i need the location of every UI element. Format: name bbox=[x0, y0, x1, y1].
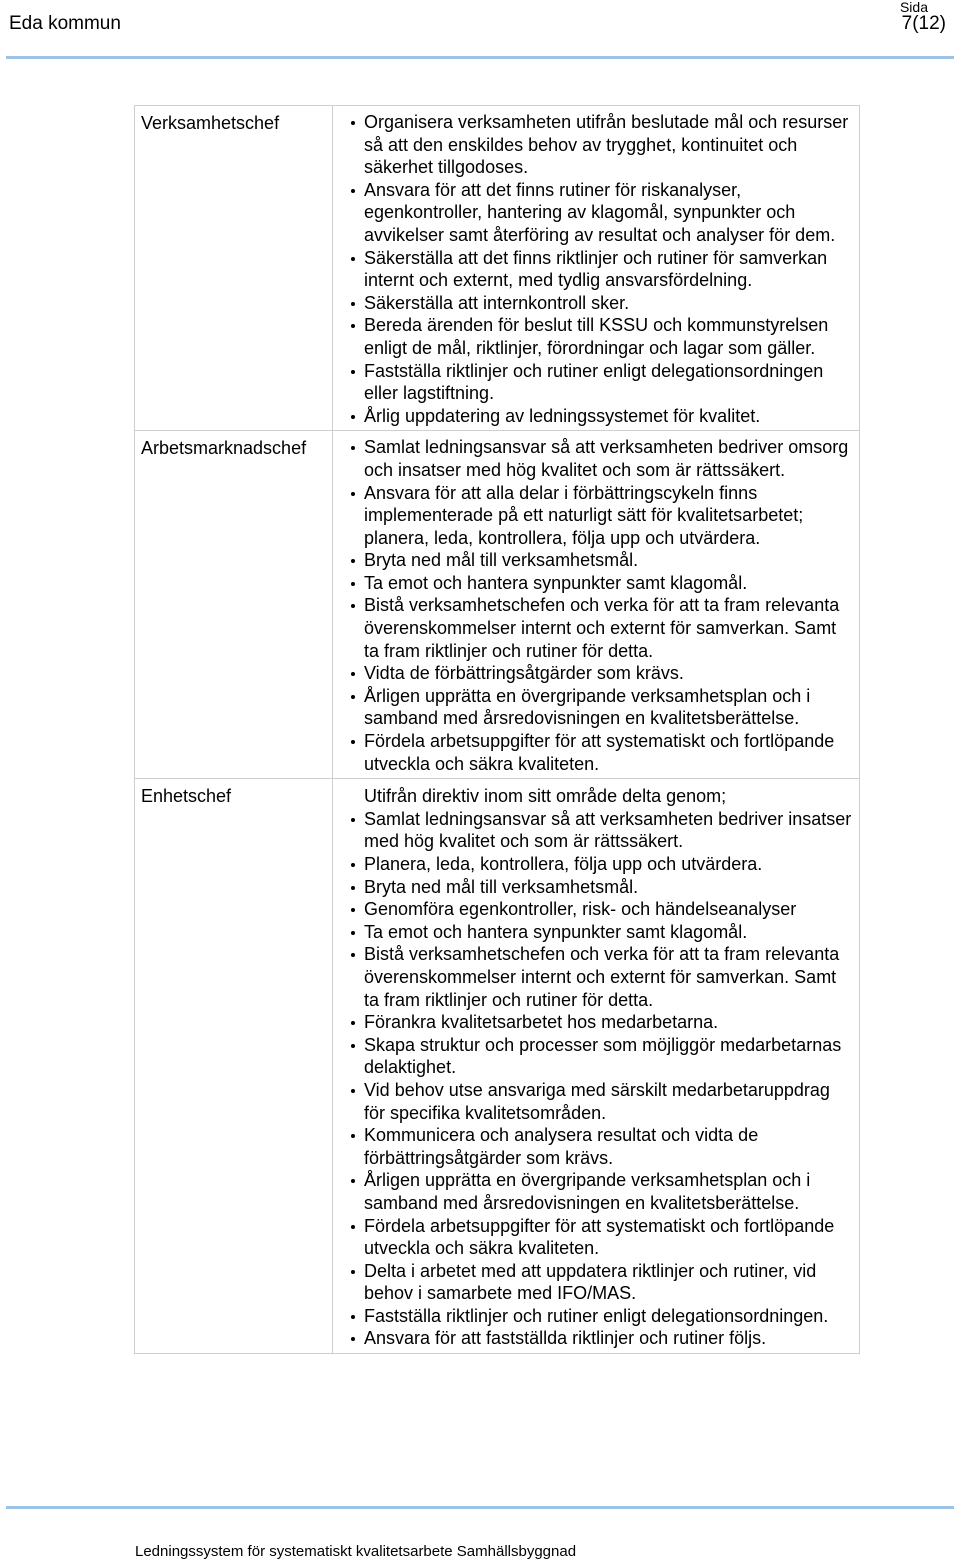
duties-cell bbox=[333, 431, 860, 779]
list-item: Bistå verksamhetschefen och verka för att ta fram relevanta överenskommelser internt och externt för samverkan. Samt ta fram riktlinjer och rutiner för detta. bbox=[333, 943, 859, 1011]
footer-divider bbox=[6, 1506, 954, 1509]
header-divider bbox=[6, 56, 954, 59]
page-label: Sida bbox=[899, 0, 928, 15]
list-item: Säkerställa att det finns riktlinjer och rutiner för samverkan internt och externt, med tydlig ansvarsfördelning. bbox=[333, 247, 859, 292]
page-number: 7(12) bbox=[901, 13, 946, 34]
list-item: Bereda ärenden för beslut till KSSU och kommunstyrelsen enligt de mål, riktlinjer, förordningar och lagar som gäller. bbox=[333, 314, 859, 359]
role-title: Arbetsmarknadschef bbox=[141, 438, 307, 459]
list-item: Vidta de förbättringsåtgärder som krävs. bbox=[333, 662, 859, 685]
table-row bbox=[135, 779, 860, 1354]
list-item: Fastställa riktlinjer och rutiner enligt delegationsordningen eller lagstiftning. bbox=[333, 360, 859, 405]
footer-title: Ledningssystem för systematiskt kvalitetsarbete Samhällsbyggnad bbox=[135, 1543, 577, 1560]
list-item: Samlat ledningsansvar så att verksamheten bedriver omsorg och insatser med hög kvalitet och som är rättssäkert. bbox=[333, 436, 859, 481]
list-item: Kommunicera och analysera resultat och vidta de förbättringsåtgärder som krävs. bbox=[333, 1124, 859, 1169]
list-item: Ta emot och hantera synpunkter samt klagomål. bbox=[333, 572, 859, 595]
role-title: Verksamhetschef bbox=[141, 113, 280, 133]
duties-intro: Utifrån direktiv inom sitt område delta genom; bbox=[364, 786, 727, 807]
list-item: Ansvara för att fastställda riktlinjer och rutiner följs. bbox=[333, 1327, 859, 1350]
responsibility-table bbox=[134, 105, 860, 1354]
list-item: Genomföra egenkontroller, risk- och händelseanalyser bbox=[333, 898, 859, 921]
table-row bbox=[135, 106, 860, 431]
list-item: Fördela arbetsuppgifter för att systematiskt och fortlöpande utveckla och säkra kvaliteten. bbox=[333, 1215, 859, 1260]
duty-list bbox=[333, 808, 859, 1350]
role-title: Enhetschef bbox=[141, 786, 232, 807]
duty-list bbox=[333, 111, 859, 427]
role-cell bbox=[135, 106, 333, 431]
list-item: Ansvara för att det finns rutiner för riskanalyser, egenkontroller, hantering av klagomål, synpunkter och avvikelser samt återföring av resultat och analyser för dem. bbox=[333, 179, 859, 247]
table-row bbox=[135, 431, 860, 779]
list-item: Förankra kvalitetsarbetet hos medarbetarna. bbox=[333, 1011, 859, 1034]
list-item: Årligen upprätta en övergripande verksamhetsplan och i samband med årsredovisningen en kvalitetsberättelse. bbox=[333, 1169, 859, 1214]
list-item: Bryta ned mål till verksamhetsmål. bbox=[333, 549, 859, 572]
list-item: Organisera verksamheten utifrån beslutade mål och resurser så att den enskildes behov av trygghet, kontinuitet och säkerhet tillgodoses. bbox=[333, 111, 859, 179]
list-item: Säkerställa att internkontroll sker. bbox=[333, 292, 859, 315]
list-item: Fördela arbetsuppgifter för att systematiskt och fortlöpande utveckla och säkra kvaliteten. bbox=[333, 730, 859, 775]
list-item: Planera, leda, kontrollera, följa upp och utvärdera. bbox=[333, 853, 859, 876]
list-item: Årligen upprätta en övergripande verksamhetsplan och i samband med årsredovisningen en kvalitetsberättelse. bbox=[333, 685, 859, 730]
duties-cell bbox=[333, 779, 860, 1354]
organization-name: Eda kommun bbox=[9, 13, 121, 34]
list-item: Bryta ned mål till verksamhetsmål. bbox=[333, 876, 859, 899]
list-item: Årlig uppdatering av ledningssystemet för kvalitet. bbox=[333, 405, 859, 428]
list-item: Samlat ledningsansvar så att verksamheten bedriver insatser med hög kvalitet och som är rättssäkert. bbox=[333, 808, 859, 853]
list-item: Ta emot och hantera synpunkter samt klagomål. bbox=[333, 921, 859, 944]
duty-list bbox=[333, 436, 859, 775]
list-item: Vid behov utse ansvariga med särskilt medarbetaruppdrag för specifika kvalitetsområden. bbox=[333, 1079, 859, 1124]
duties-cell bbox=[333, 106, 860, 431]
list-item: Fastställa riktlinjer och rutiner enligt delegationsordningen. bbox=[333, 1305, 859, 1328]
list-item: Skapa struktur och processer som möjliggör medarbetarnas delaktighet. bbox=[333, 1034, 859, 1079]
role-cell bbox=[135, 431, 333, 779]
list-item: Delta i arbetet med att uppdatera riktlinjer och rutiner, vid behov i samarbete med IFO/MAS. bbox=[333, 1260, 859, 1305]
list-item: Bistå verksamhetschefen och verka för att ta fram relevanta överenskommelser internt och externt för samverkan. Samt ta fram riktlinjer och rutiner för detta. bbox=[333, 594, 859, 662]
list-item: Ansvara för att alla delar i förbättringscykeln finns implementerade på ett naturligt sätt för kvalitetsarbetet; planera, leda, kontrollera, följa upp och utvärdera. bbox=[333, 482, 859, 550]
role-cell bbox=[135, 779, 333, 1354]
